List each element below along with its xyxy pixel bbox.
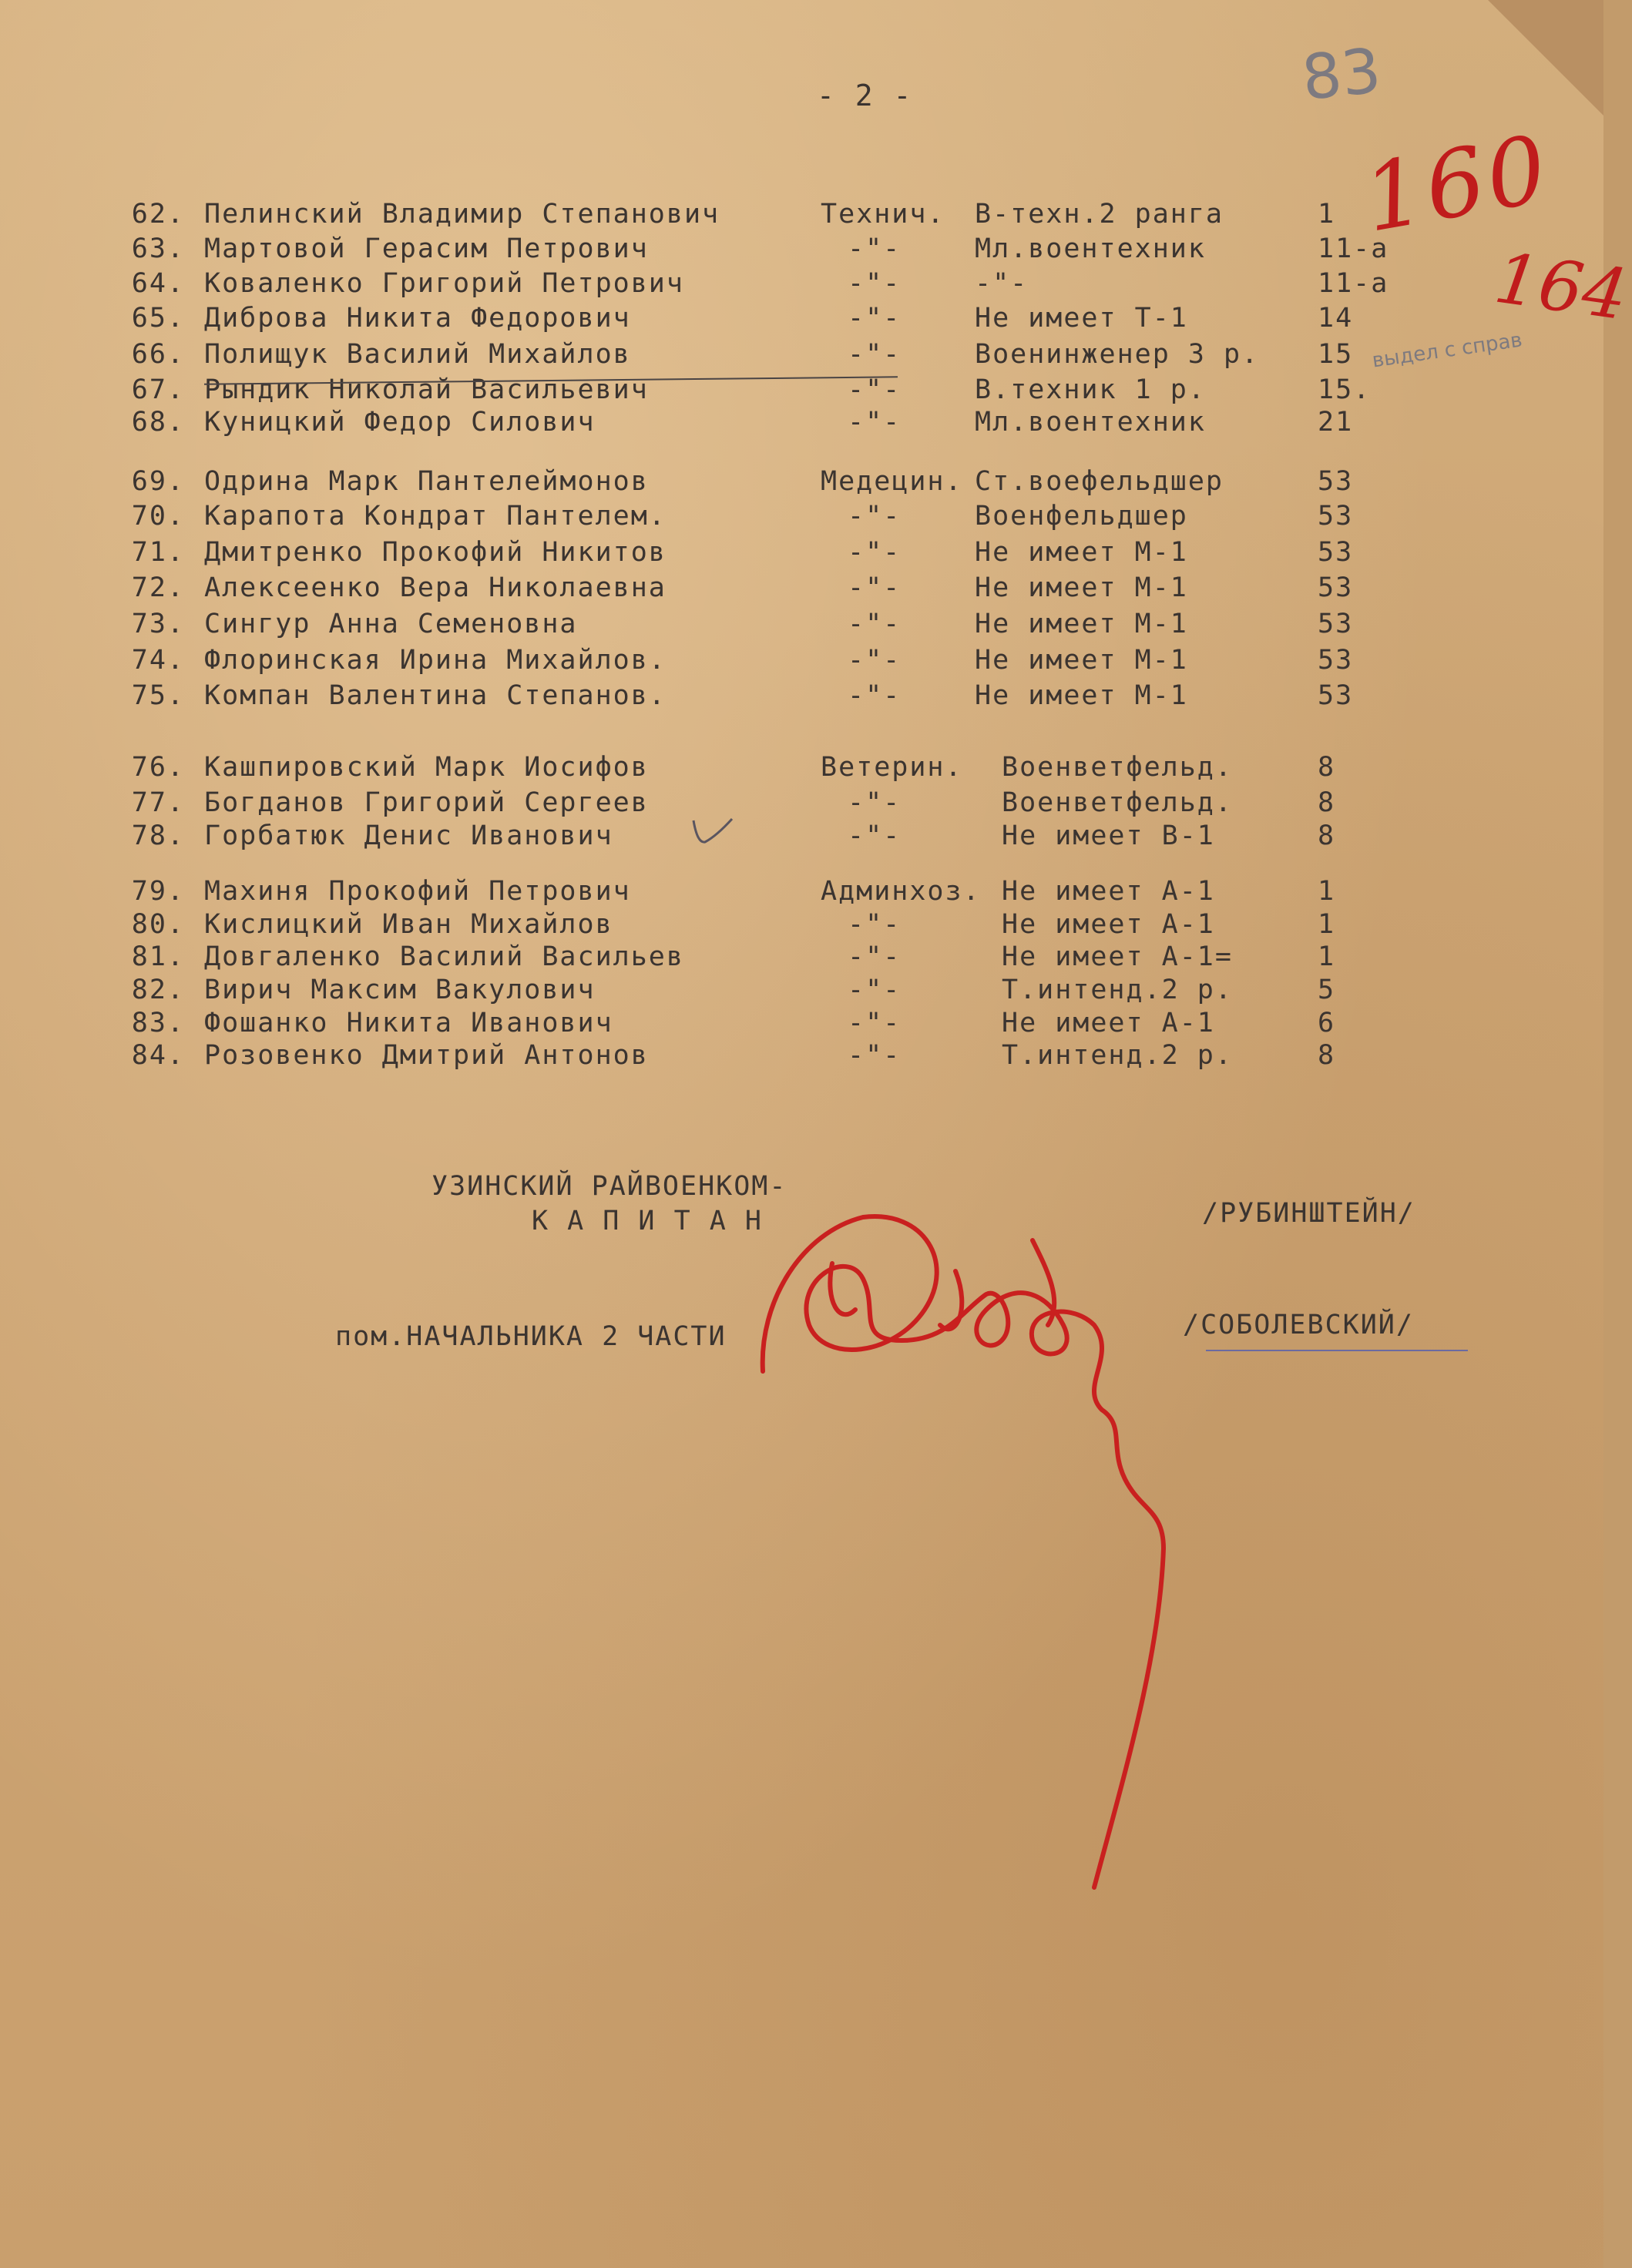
row-category: -"- xyxy=(848,909,902,940)
row-count: 11-а xyxy=(1318,233,1389,264)
rank-title: К А П И Т А Н xyxy=(532,1206,763,1236)
row-category: -"- xyxy=(848,233,902,264)
row-number: 84. xyxy=(131,1040,185,1071)
row-category: -"- xyxy=(848,680,902,711)
row-name: Розовенко Дмитрий Антонов xyxy=(204,1040,649,1071)
row-rank: Военветфельд. xyxy=(1002,752,1233,783)
row-name: Диброва Никита Федорович xyxy=(204,303,631,334)
row-count: 53 xyxy=(1318,466,1354,497)
row-category: Админхоз. xyxy=(821,876,981,907)
row-name: Горбатюк Денис Иванович xyxy=(204,820,613,851)
row-number: 75. xyxy=(131,680,185,711)
row-number: 78. xyxy=(131,820,185,851)
row-name: Рындик Николай Васильевич xyxy=(204,374,649,405)
row-rank: Не имеет Т-1 xyxy=(975,303,1188,334)
row-number: 66. xyxy=(131,339,185,370)
row-category: -"- xyxy=(848,407,902,438)
row-number: 62. xyxy=(131,199,185,230)
row-name: Флоринская Ирина Михайлов. xyxy=(204,645,667,676)
row-count: 14 xyxy=(1318,303,1354,334)
row-count: 53 xyxy=(1318,537,1354,568)
row-category: Технич. xyxy=(821,199,945,230)
row-number: 68. xyxy=(131,407,185,438)
row-count: 11-а xyxy=(1318,268,1389,299)
row-rank: Не имеет А-1 xyxy=(1002,1008,1215,1038)
row-category: Ветерин. xyxy=(821,752,963,783)
row-name: Кашпировский Марк Иосифов xyxy=(204,752,649,783)
row-rank: Не имеет А-1 xyxy=(1002,909,1215,940)
row-rank: Ст.воефельдшер xyxy=(975,466,1224,497)
folio-number-red: 160 xyxy=(1355,116,1558,253)
row-name: Полищук Василий Михайлов xyxy=(204,339,631,370)
row-count: 1 xyxy=(1318,199,1336,230)
row-rank: Не имеет М-1 xyxy=(975,680,1188,711)
row-name: Компан Валентина Степанов. xyxy=(204,680,667,711)
row-name: Кислицкий Иван Михайлов xyxy=(204,909,613,940)
row-rank: Мл.воентехник xyxy=(975,407,1206,438)
row-number: 76. xyxy=(131,752,185,783)
row-rank: Не имеет В-1 xyxy=(1002,820,1215,851)
row-rank: Не имеет А-1= xyxy=(1002,941,1233,972)
row-name: Куницкий Федор Силович xyxy=(204,407,596,438)
row-rank: Не имеет М-1 xyxy=(975,645,1188,676)
row-name: Махиня Прокофий Петрович xyxy=(204,876,631,907)
row-count: 15. xyxy=(1318,374,1372,405)
row-count: 5 xyxy=(1318,975,1336,1005)
row-count: 8 xyxy=(1318,1040,1336,1071)
row-category: -"- xyxy=(848,645,902,676)
row-category: -"- xyxy=(848,941,902,972)
office-title: УЗИНСКИЙ РАЙВОЕНКОМ- xyxy=(432,1171,787,1202)
row-number: 67. xyxy=(131,374,185,405)
row-rank: Не имеет М-1 xyxy=(975,537,1188,568)
row-number: 73. xyxy=(131,609,185,639)
row-name: Довгаленко Василий Васильев xyxy=(204,941,684,972)
row-count: 53 xyxy=(1318,572,1354,603)
row-number: 74. xyxy=(131,645,185,676)
row-category: -"- xyxy=(848,339,902,370)
row-name: Вирич Максим Вакулович xyxy=(204,975,596,1005)
row-count: 1 xyxy=(1318,941,1336,972)
row-number: 69. xyxy=(131,466,185,497)
row-count: 53 xyxy=(1318,645,1354,676)
row-count: 8 xyxy=(1318,787,1336,818)
row-name: Одрина Марк Пантелеймонов xyxy=(204,466,649,497)
row-number: 71. xyxy=(131,537,185,568)
folio-number-red-2: 164 xyxy=(1489,237,1632,337)
row-number: 72. xyxy=(131,572,185,603)
row-number: 82. xyxy=(131,975,185,1005)
row-rank: В-техн.2 ранга xyxy=(975,199,1224,230)
row-rank: Не имеет А-1 xyxy=(1002,876,1215,907)
row-number: 63. xyxy=(131,233,185,264)
row-number: 83. xyxy=(131,1008,185,1038)
assistant-title: пом.НАЧАЛЬНИКА 2 ЧАСТИ xyxy=(335,1321,727,1352)
row-rank: В.техник 1 р. xyxy=(975,374,1206,405)
row-name: Карапота Кондрат Пантелем. xyxy=(204,501,667,532)
row-count: 21 xyxy=(1318,407,1354,438)
row-category: -"- xyxy=(848,787,902,818)
margin-note-row-67: выдел с справ xyxy=(1370,328,1524,373)
row-number: 65. xyxy=(131,303,185,334)
row-category: -"- xyxy=(848,975,902,1005)
row-name: Мартовой Герасим Петрович xyxy=(204,233,649,264)
row-number: 81. xyxy=(131,941,185,972)
row-category: -"- xyxy=(848,501,902,532)
row-rank: Не имеет М-1 xyxy=(975,572,1188,603)
row-number: 79. xyxy=(131,876,185,907)
row-rank: Военветфельд. xyxy=(1002,787,1233,818)
row-name: Фошанко Никита Иванович xyxy=(204,1008,613,1038)
row-rank: Т.интенд.2 р. xyxy=(1002,975,1233,1005)
page-number: - 2 - xyxy=(817,79,913,112)
row-count: 1 xyxy=(1318,876,1336,907)
row-number: 77. xyxy=(131,787,185,818)
row-count: 6 xyxy=(1318,1008,1336,1038)
row-category: -"- xyxy=(848,609,902,639)
row-category: -"- xyxy=(848,537,902,568)
row-name: Дмитренко Прокофий Никитов xyxy=(204,537,667,568)
row-category: -"- xyxy=(848,1040,902,1071)
row-name: Сингур Анна Семеновна xyxy=(204,609,578,639)
archive-number-pencil: 83 xyxy=(1298,34,1385,115)
row-category: -"- xyxy=(848,268,902,299)
signer-name-1: /РУБИНШТЕЙН/ xyxy=(1202,1198,1415,1229)
row-count: 53 xyxy=(1318,609,1354,639)
row-rank: Военинженер 3 р. xyxy=(975,339,1260,370)
row-count: 8 xyxy=(1318,820,1336,851)
row-category: -"- xyxy=(848,572,902,603)
row-name: Алексеенко Вера Николаевна xyxy=(204,572,667,603)
row-count: 53 xyxy=(1318,680,1354,711)
row-name: Коваленко Григорий Петрович xyxy=(204,268,684,299)
row-rank: -"- xyxy=(975,268,1029,299)
row-name: Богданов Григорий Сергеев xyxy=(204,787,649,818)
row-rank: Военфельдшер xyxy=(975,501,1188,532)
row-category: -"- xyxy=(848,820,902,851)
row-name: Пелинский Владимир Степанович xyxy=(204,199,720,230)
row-rank: Мл.воентехник xyxy=(975,233,1206,264)
row-rank: Т.интенд.2 р. xyxy=(1002,1040,1233,1071)
signer-name-2: /СОБОЛЕВСКИЙ/ xyxy=(1183,1310,1414,1340)
row-category: -"- xyxy=(848,1008,902,1038)
row-category: Медецин. xyxy=(821,466,963,497)
row-rank: Не имеет М-1 xyxy=(975,609,1188,639)
row-number: 70. xyxy=(131,501,185,532)
row-number: 80. xyxy=(131,909,185,940)
row-count: 1 xyxy=(1318,909,1336,940)
row-count: 15 xyxy=(1318,339,1354,370)
row-category: -"- xyxy=(848,374,902,405)
row-count: 53 xyxy=(1318,501,1354,532)
row-count: 8 xyxy=(1318,752,1336,783)
row-number: 64. xyxy=(131,268,185,299)
row-category: -"- xyxy=(848,303,902,334)
